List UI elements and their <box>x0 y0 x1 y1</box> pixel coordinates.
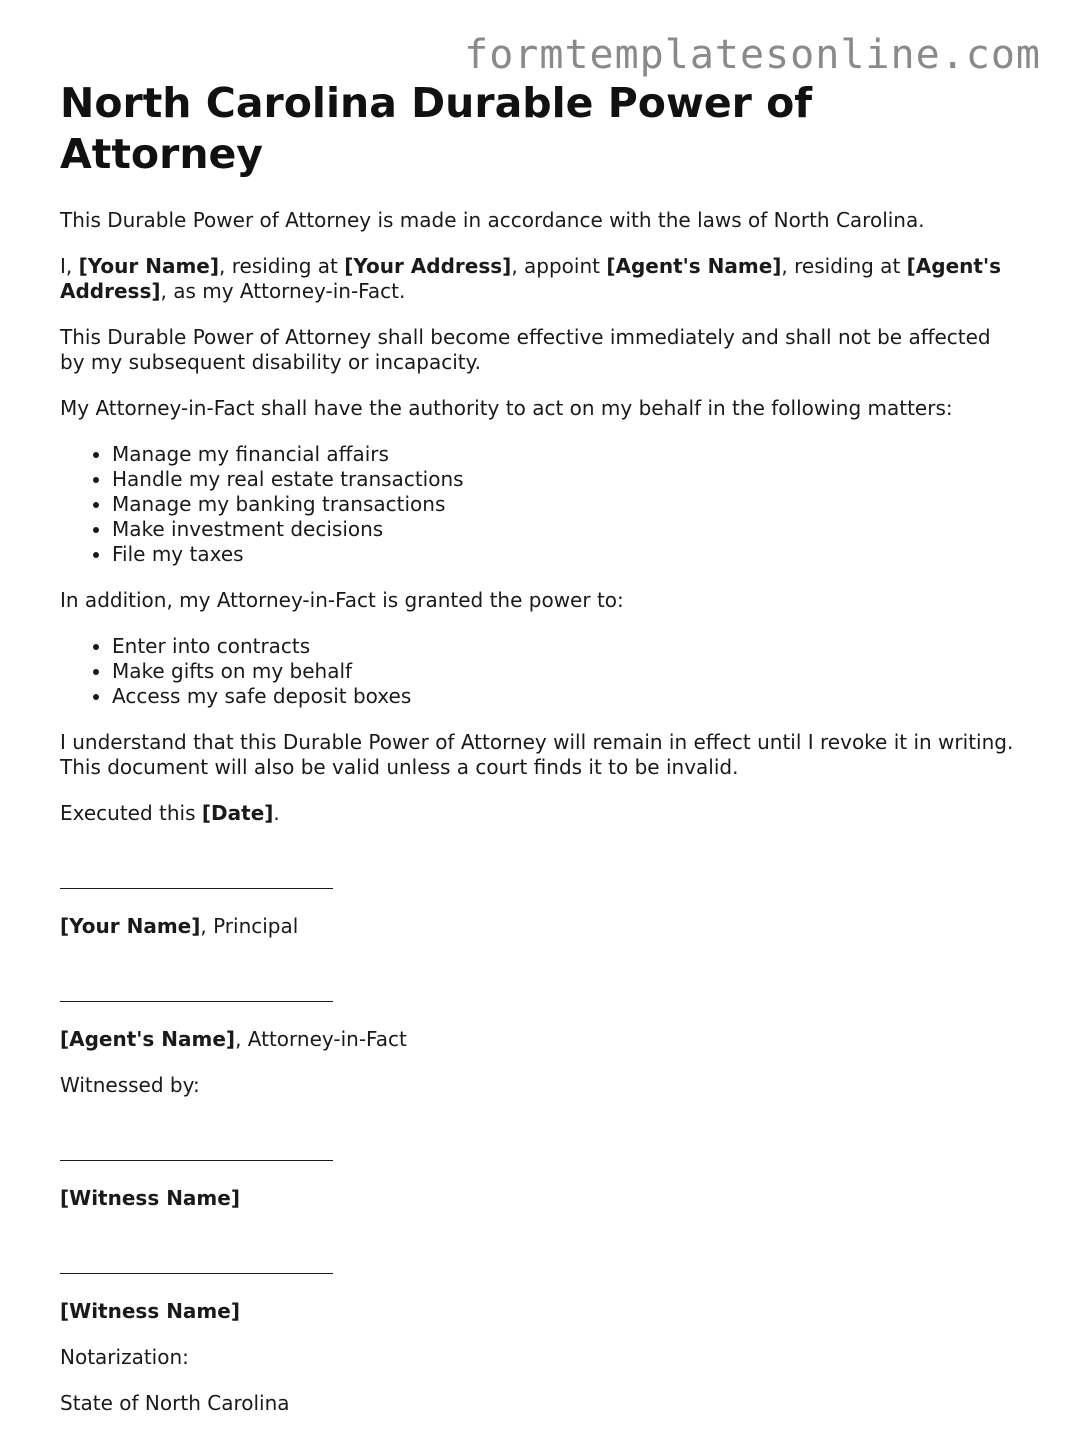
principal-label <box>60 914 1020 939</box>
witness1-signature-line[interactable] <box>60 1140 1020 1165</box>
appointment-text: , as my Attorney-in-Fact. <box>160 279 406 303</box>
state-label: State of North Carolina <box>60 1391 290 1415</box>
list-item: • Make gifts on my behalf <box>112 659 1020 684</box>
witnessed-by-label: Witnessed by: <box>60 1073 200 1097</box>
list-item: • Make investment decisions <box>112 517 1020 542</box>
agent-label <box>60 1027 1020 1052</box>
agent-address-placeholder: [Agent's Address] <box>60 254 1001 303</box>
authority-list <box>60 442 1020 567</box>
notarization-label: Notarization: <box>60 1345 189 1369</box>
list-item: • Access my safe deposit boxes <box>112 684 1020 709</box>
witness2-signature-line[interactable] <box>60 1253 1020 1278</box>
executed-line <box>60 801 1020 826</box>
list-item: • Enter into contracts <box>112 634 1020 659</box>
revocation-paragraph: I understand that this Durable Power of Attorney will remain in effect until I revoke it in writing. This document will also be valid unless a court finds it to be invalid. <box>60 730 1014 779</box>
appointment-paragraph <box>60 254 1020 304</box>
appointment-text: I, <box>60 254 79 278</box>
agent-name-placeholder: [Agent's Name] <box>606 254 782 278</box>
additional-intro: In addition, my Attorney-in-Fact is granted the power to: <box>60 588 624 612</box>
effective-paragraph: This Durable Power of Attorney shall become effective immediately and shall not be affected by my subsequent disability or incapacity. <box>60 325 991 374</box>
list-item: • File my taxes <box>112 542 1020 567</box>
principal-name-placeholder: [Your Name] <box>60 914 201 938</box>
agent-signature-line[interactable] <box>60 981 1020 1006</box>
your-address-placeholder: [Your Address] <box>344 254 512 278</box>
appointment-text: , residing at <box>219 254 345 278</box>
agent-role: , Attorney-in-Fact <box>235 1027 407 1051</box>
agent-name-placeholder: [Agent's Name] <box>60 1027 236 1051</box>
document-body <box>60 78 1020 1437</box>
witness-name-placeholder: [Witness Name] <box>60 1299 240 1323</box>
watermark: formtemplatesonline.com <box>464 32 1041 78</box>
authority-intro: My Attorney-in-Fact shall have the authority to act on my behalf in the following matters: <box>60 396 953 420</box>
list-item: • Handle my real estate transactions <box>112 467 1020 492</box>
witness1-label <box>60 1186 1020 1211</box>
intro-paragraph: This Durable Power of Attorney is made in accordance with the laws of North Carolina. <box>60 208 925 232</box>
executed-text: Executed this <box>60 801 202 825</box>
executed-text: . <box>273 801 280 825</box>
witness2-label <box>60 1299 1020 1324</box>
appointment-text: , residing at <box>781 254 907 278</box>
list-item: • Manage my banking transactions <box>112 492 1020 517</box>
witness-name-placeholder: [Witness Name] <box>60 1186 240 1210</box>
your-name-placeholder: [Your Name] <box>78 254 219 278</box>
appointment-text: , appoint <box>511 254 607 278</box>
principal-signature-line[interactable] <box>60 868 1020 893</box>
list-item: • Manage my financial affairs <box>112 442 1020 467</box>
document-title: North Carolina Durable Power of Attorney <box>60 79 813 178</box>
principal-role: , Principal <box>200 914 299 938</box>
date-placeholder: [Date] <box>201 801 274 825</box>
additional-list <box>60 634 1020 709</box>
